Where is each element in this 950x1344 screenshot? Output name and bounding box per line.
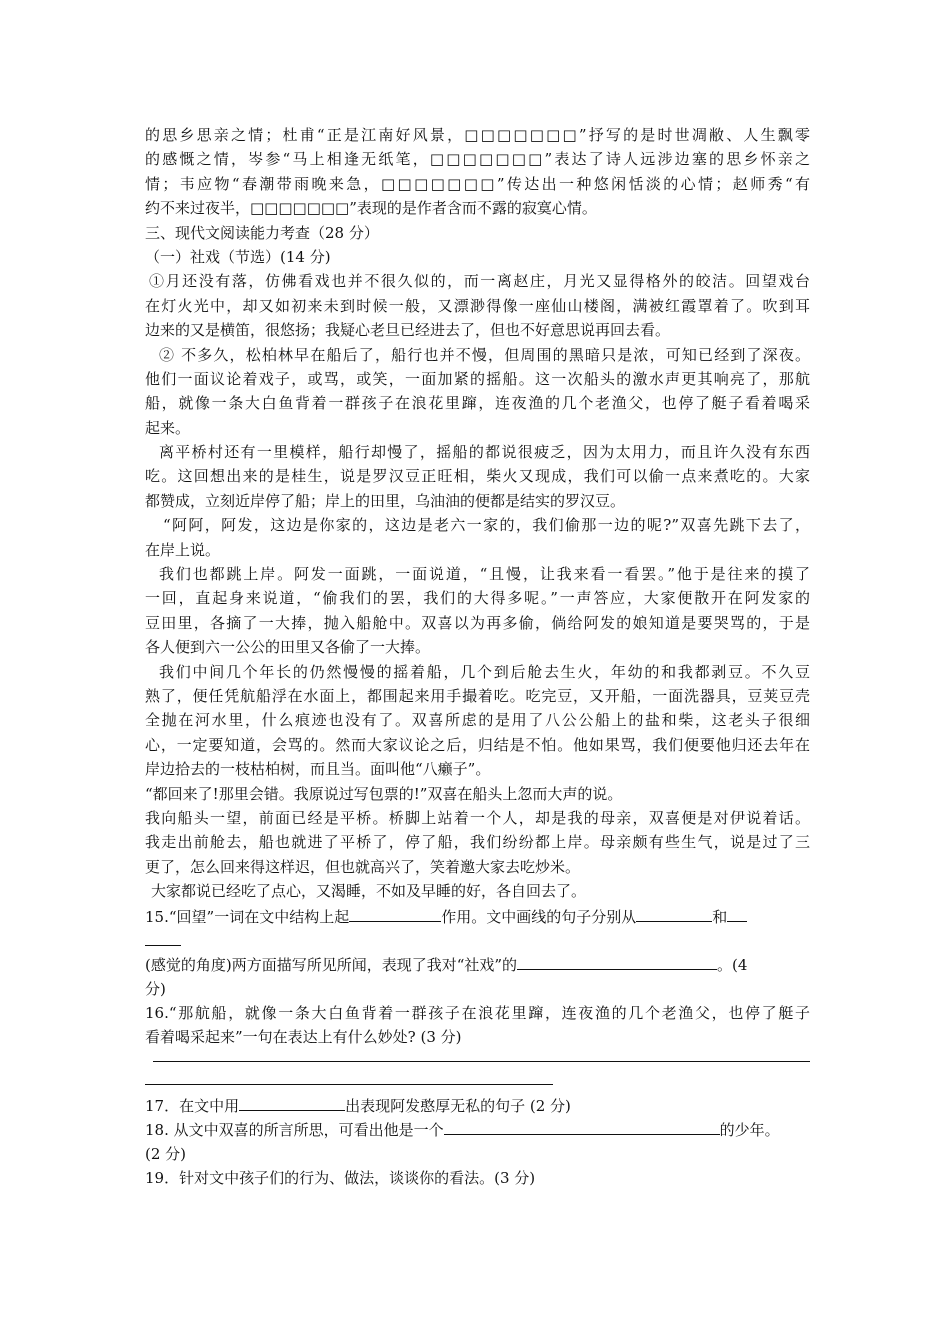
- text-line: 离平桥村还有一里模样，船行却慢了，摇船的都说很疲乏，因为太用力，而且许久没有东西: [159, 443, 810, 462]
- question-line: [145, 904, 810, 928]
- text-line: 熟了，便任凭航船浮在水面上，都围起来用手撮着吃。吃完豆，又开船，一面洗器具，豆荚豆壳: [145, 686, 810, 705]
- text-line: 全抛在河水里，什么痕迹也没有了。双喜所虑的是用了八公公船上的盐和柴，这老头子很细: [145, 711, 810, 730]
- question-text: 15.“回望”一词在文中结构上起: [145, 907, 350, 926]
- text-line: 在岸上说。: [145, 540, 221, 559]
- question-text: 作用。文中画线的句子分别从: [441, 907, 637, 926]
- passage-paragraph-2: [145, 343, 810, 441]
- passage: [145, 269, 810, 903]
- question-line: 19．针对文中孩子们的行为、做法，谈谈你的看法。(3 分): [145, 1169, 536, 1188]
- answer-blank[interactable]: [145, 928, 181, 946]
- text-line: ①月还没有落，仿佛看戏也并不很久似的，而一离赵庄，月光又显得格外的皎洁。回望戏台: [149, 272, 810, 291]
- text-line: ② 不多久，松柏林早在船后了，船行也并不慢，但周围的黑暗只是浓，可知已经到了深夜。: [159, 345, 810, 364]
- question-line: 分): [145, 979, 166, 998]
- text-line: 豆田里，各摘了一大捧，抛入船舱中。双喜以为再多偷，倘给阿发的娘知道是要哭骂的，于是: [145, 613, 810, 632]
- document-page: [145, 123, 810, 1190]
- text-line: 大家都说已经吃了点心，又渴睡，不如及早睡的好，各自回去了。: [151, 882, 587, 901]
- answer-blank[interactable]: [517, 952, 717, 970]
- text-line: 起来。: [145, 418, 191, 437]
- passage-paragraph-5: [145, 562, 810, 660]
- question-line: 看着喝采起来”一句在表达上有什么妙处? (3 分): [145, 1028, 462, 1047]
- section-heading: 三、现代文阅读能力考查（28 分）: [145, 223, 379, 242]
- text-line: 边来的又是横笛，很悠扬；我疑心老旦已经进去了，但也不好意思说再回去看。: [145, 321, 671, 340]
- text-line: 各人便到六一公公的田里又各偷了一大捧。: [145, 638, 431, 657]
- passage-paragraph-3: [145, 440, 810, 513]
- poetry-paragraph: [145, 123, 810, 221]
- answer-blank[interactable]: [239, 1093, 345, 1111]
- text-line: “阿阿，阿发，这边是你家的，这边是老六一家的，我们偷那一边的呢?”双喜先跳下去了，: [163, 516, 810, 535]
- text-line: 吃。这回想出来的是桂生，说是罗汉豆正旺相，柴火又现成，我们可以偷一点来煮吃的。大家: [145, 467, 810, 486]
- text-line: 我向船头一望，前面已经是平桥。桥脚上站着一个人，却是我的母亲，双喜便是对伊说着话。: [145, 808, 810, 827]
- question-19: [145, 1166, 810, 1190]
- question-line: [145, 952, 810, 976]
- question-16: [145, 1001, 810, 1093]
- text-line: 在灯火光中，却又如初来未到时候一般，又漂渺得像一座仙山楼阁，满被红霞罩着了。吹到耳: [145, 296, 810, 315]
- text-line: 情；韦应物“春潮带雨晚来急，□□□□□□□”传达出一种悠闲恬淡的心情；赵师秀“有: [145, 174, 810, 193]
- question-line: 16.“那航船，就像一条大白鱼背着一群孩子在浪花里蹿，连夜渔的几个老渔父，也停了艇子: [145, 1004, 810, 1023]
- passage-paragraph-4: [145, 513, 810, 562]
- passage-paragraph-1: [145, 269, 810, 342]
- question-line: [145, 1093, 810, 1117]
- question-text: (感觉的角度)两方面描写所见所闻，表现了我对“社戏”的: [145, 956, 518, 975]
- question-text: 出表现阿发憨厚无私的句子 (2 分): [345, 1096, 571, 1115]
- question-17: [145, 1093, 810, 1117]
- text-line: 我们也都跳上岸。阿发一面跳，一面说道，“且慢，让我来看一看罢。”他于是往来的摸了: [159, 565, 810, 584]
- text-line: 都赞成，立刻近岸停了船；岸上的田里，乌油油的便都是结实的罗汉豆。: [145, 491, 626, 510]
- question-line: (2 分): [145, 1144, 187, 1163]
- text-line: 的感慨之情，岑参“马上相逢无纸笔，□□□□□□□”表达了诗人远涉边塞的思乡怀亲之: [145, 150, 810, 169]
- text-line: 一回，直起身来说道，“偷我们的罢，我们的大得多呢。”一声答应，大家便散开在阿发家的: [145, 589, 810, 608]
- passage-paragraph-9: [145, 879, 810, 903]
- answer-blank[interactable]: [349, 904, 441, 922]
- question-text: 18. 从文中双喜的所言所思，可看出他是一个: [145, 1121, 444, 1140]
- answer-blank[interactable]: [444, 1117, 720, 1135]
- text-line: 的思乡思亲之情；杜甫“正是江南好风景，□□□□□□□”抒写的是时世凋敝、人生飘零: [145, 126, 810, 144]
- question-text: 的少年。: [719, 1121, 780, 1140]
- question-text: 。(4: [717, 956, 748, 975]
- question-text: 和: [712, 907, 728, 926]
- question-line: [145, 1117, 810, 1141]
- spacer: [145, 1085, 810, 1093]
- text-line: 船，就像一条大白鱼背着一群孩子在浪花里蹿，连夜渔的几个老渔父，也停了艇子看着喝采: [145, 394, 810, 413]
- text-line: 更了，怎么回来得这样迟，但也就高兴了，笑着邀大家去吃炒米。: [145, 857, 581, 876]
- question-text: 17．在文中用: [145, 1096, 240, 1115]
- passage-paragraph-6: [145, 660, 810, 782]
- passage-paragraph-8: [145, 806, 810, 879]
- text-line: “都回来了!那里会错。我原说过写包票的!”双喜在船头上忽而大声的说。: [145, 784, 623, 803]
- answer-blank[interactable]: [727, 904, 747, 922]
- text-line: 我们中间几个年长的仍然慢慢的摇着船，几个到后舱去生火，年幼的和我都剥豆。不久豆: [159, 662, 810, 681]
- answer-blank[interactable]: [636, 904, 712, 922]
- passage-paragraph-7: [145, 782, 810, 806]
- question-15: [145, 904, 810, 1002]
- text-line: 岸边拾去的一枝枯柏树，而且当。面叫他“八癞子”。: [145, 760, 491, 779]
- spacer: [145, 1050, 810, 1060]
- question-line: [145, 928, 810, 952]
- spacer: [145, 1062, 810, 1083]
- text-line: 他们一面议论着戏子，或骂，或笑，一面加紧的摇船。这一次船头的激水声更其响亮了，那航: [145, 369, 810, 388]
- text-line: 我走出前舱去，船也就进了平桥了，停了船，我们纷纷都上岸。母亲颇有些生气，说是过了三: [145, 833, 810, 852]
- question-18: [145, 1117, 810, 1166]
- subsection-heading: （一）社戏（节选）(14 分): [145, 247, 331, 266]
- text-line: 约不来过夜半，□□□□□□□”表现的是作者含而不露的寂寞心情。: [145, 199, 597, 218]
- text-line: 心，一定要知道，会骂的。然而大家议论之后，归结是不怕。他如果骂，我们便要他归还去年在: [145, 735, 810, 754]
